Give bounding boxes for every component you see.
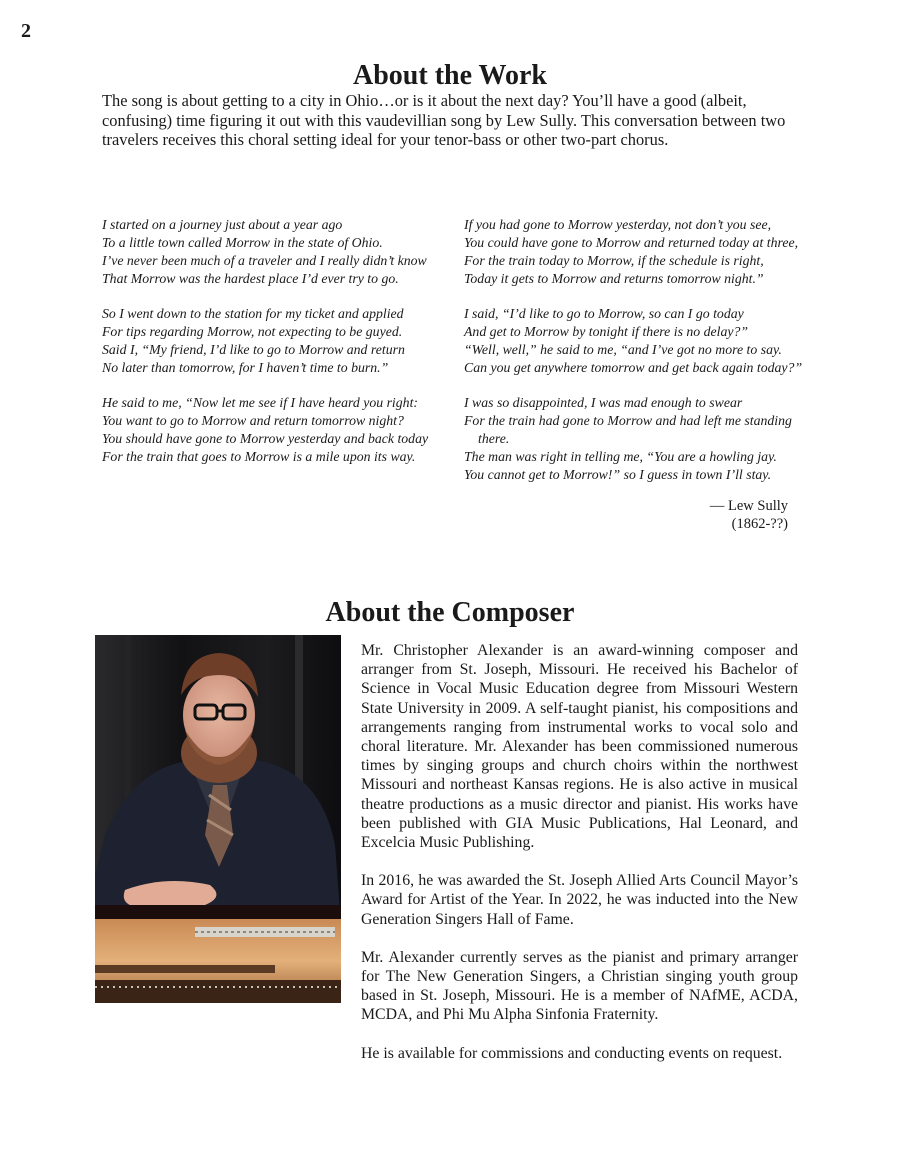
attribution-dates: (1862-??) xyxy=(731,516,788,532)
poem-line: I’ve never been much of a traveler and I really didn’t know xyxy=(102,253,427,268)
poem-line: I started on a journey just about a year ago xyxy=(102,217,343,232)
poem-stanza xyxy=(102,394,428,466)
poem-attribution xyxy=(710,497,788,533)
poem-line: No later than tomorrow, for I haven’t time to burn.” xyxy=(102,360,389,375)
poem-line: I said, “I’d like to go to Morrow, so can I go today xyxy=(464,306,744,321)
poem-line: For tips regarding Morrow, not expecting to be guyed. xyxy=(102,324,403,339)
bio-paragraph: In 2016, he was awarded the St. Joseph Allied Arts Council Mayor’s Award for Artist of the Year. In 2022, he was inducted into the New Generation Singers Hall of Fame. xyxy=(361,872,798,928)
about-composer-heading: About the Composer xyxy=(325,597,575,628)
bio-paragraph: Mr. Christopher Alexander is an award-winning composer and arranger from St. Joseph, Missouri. He received his Bachelor of Science in Vocal Music Education degree from Missouri Western State University in 2009. A self-taught pianist, his compositions and arrangements ranging from instrumental works to vocal solo and choral literature. Mr. Alexander has been commissioned numerous times by singing groups and church choirs within the northwest Missouri and northeast Kansas regions. He is also active in musical theatre productions as a music director and pianist. His works have been published with GIA Music Publications, Hal Leonard, and Excelcia Music Publishing. xyxy=(361,642,798,852)
poem-line: Can you get anywhere tomorrow and get back again today?” xyxy=(464,360,803,375)
composer-portrait-image xyxy=(95,635,341,1003)
poem-stanza xyxy=(102,216,428,288)
poem-stanza xyxy=(464,305,802,377)
poem-line: If you had gone to Morrow yesterday, not don’t you see, xyxy=(464,217,772,232)
poem-line: To a little town called Morrow in the state of Ohio. xyxy=(102,235,383,250)
bio-paragraph: He is available for commissions and conducting events on request. xyxy=(361,1044,783,1062)
poem-right-column xyxy=(464,216,802,501)
composer-photo xyxy=(95,635,341,1003)
poem-line: “Well, well,” he said to me, “and I’ve got no more to say. xyxy=(464,342,782,357)
poem-line: And get to Morrow by tonight if there is no delay?” xyxy=(464,324,749,339)
poem-line: For the train that goes to Morrow is a mile upon its way. xyxy=(102,449,416,464)
page-number: 2 xyxy=(21,20,31,42)
poem-line: You should have gone to Morrow yesterday and back today xyxy=(102,431,429,446)
poem-line: Said I, “My friend, I’d like to go to Morrow and return xyxy=(102,342,405,357)
poem-line: I was so disappointed, I was mad enough to swear xyxy=(464,395,743,410)
about-work-intro: The song is about getting to a city in Ohio…or is it about the next day? You’ll have a good (albeit, confusing) time figuring it out with this vaudevillian song by Lew Sully. This conversation between two travelers receives this choral setting ideal for your tenor-bass or other two-part chorus. xyxy=(102,91,786,149)
poem-line: For the train today to Morrow, if the schedule is right, xyxy=(464,253,764,268)
poem-left-column xyxy=(102,216,428,483)
poem-line: So I went down to the station for my ticket and applied xyxy=(102,306,404,321)
poem-line: You could have gone to Morrow and returned today at three, xyxy=(464,235,799,250)
poem-stanza xyxy=(102,305,428,377)
about-work-heading: About the Work xyxy=(353,60,547,91)
poem-line: there. xyxy=(478,431,510,446)
poem-stanza xyxy=(464,394,802,484)
poem-stanza xyxy=(464,216,802,288)
poem-line: He said to me, “Now let me see if I have heard you right: xyxy=(102,395,418,410)
attribution-author: — Lew Sully xyxy=(709,498,788,514)
bio-paragraph: Mr. Alexander currently serves as the pianist and primary arranger for The New Generation Singers, a Christian singing youth group based in St. Joseph, Missouri. He is a member of NAfME, ACDA, MCDA, and Phi Mu Alpha Sinfonia Fraternity. xyxy=(361,948,798,1024)
poem-line: Today it gets to Morrow and returns tomorrow night.” xyxy=(464,271,764,286)
poem-line: The man was right in telling me, “You are a howling jay. xyxy=(464,449,777,464)
poem-line: You want to go to Morrow and return tomorrow night? xyxy=(102,413,404,428)
poem-line: For the train had gone to Morrow and had left me standing xyxy=(464,413,792,428)
poem-line: You cannot get to Morrow!” so I guess in town I’ll stay. xyxy=(464,467,772,482)
composer-bio xyxy=(361,641,798,1082)
poem-line: That Morrow was the hardest place I’d ever try to go. xyxy=(102,271,399,286)
